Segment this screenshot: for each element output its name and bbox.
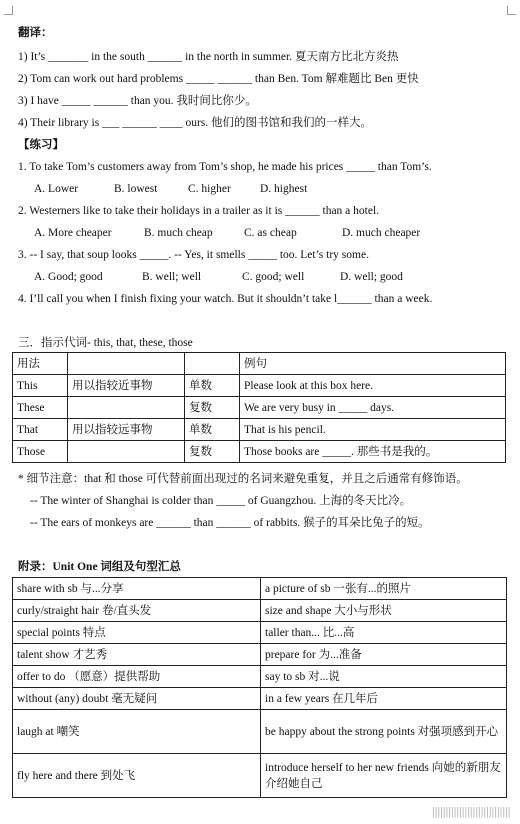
table-cell: That [13, 419, 68, 441]
translation-heading: 翻译： [18, 27, 53, 39]
practice-question-1: 1. To take Tom’s customers away from Tom’s shop, he made his prices _____ than Tom’s. [18, 161, 432, 173]
table-cell: be happy about the strong points 对强项感到开心 [261, 710, 507, 754]
option: C. higher [188, 183, 231, 195]
option: A. Lower [34, 183, 79, 195]
option: B. much cheap [144, 227, 213, 239]
table-row [13, 419, 506, 441]
table-row [13, 441, 506, 463]
table-cell: share with sb 与...分享 [13, 578, 261, 600]
table-cell: 单数 [185, 419, 240, 441]
table-row [13, 397, 506, 419]
table-row [13, 622, 507, 644]
table-cell: talent show 才艺秀 [13, 644, 261, 666]
table-header-row [13, 353, 506, 375]
table-cell: We are very busy in _____ days. [240, 397, 506, 419]
table-cell: That is his pencil. [240, 419, 506, 441]
table-cell: 用以指较近事物 [68, 375, 185, 397]
practice-question-3: 3. -- I say, that soup looks _____. -- Yes, it smells _____ too. Let’s try some. [18, 249, 369, 261]
table-row [13, 600, 507, 622]
practice-heading: 【练习】 [18, 139, 64, 151]
table-cell: Please look at this box here. [240, 375, 506, 397]
table-cell [68, 441, 185, 463]
example-sentence: -- The ears of monkeys are ______ than ______ of rabbits. 猴子的耳朵比兔子的短。 [30, 517, 430, 529]
option: C. as cheap [244, 227, 297, 239]
detail-note: * 细节注意：that 和 those 可代替前面出现过的名词来避免重复，并且之后通常有修饰语。 [18, 473, 468, 485]
table-cell: laugh at 嘲笑 [13, 710, 261, 754]
table-row [13, 578, 507, 600]
table-cell: prepare for 为...准备 [261, 644, 507, 666]
table-cell: say to sb 对...说 [261, 666, 507, 688]
demonstratives-heading: 三．指示代词- this, that, these, those [18, 337, 193, 349]
table-cell: Those [13, 441, 68, 463]
option: C. good; well [242, 271, 305, 283]
translation-item: 3) I have _____ ______ than you. 我时间比你少。 [18, 95, 257, 107]
translation-item: 1) It’s _______ in the south ______ in the north in summer. 夏天南方比北方炎热 [18, 51, 399, 63]
table-cell: offer to do （愿意）提供帮助 [13, 666, 261, 688]
table-header-cell: 例句 [240, 353, 506, 375]
table-cell: curly/straight hair 卷/直头发 [13, 600, 261, 622]
table-cell: Those books are _____. 那些书是我的。 [240, 441, 506, 463]
appendix-heading: 附录：Unit One 词组及句型汇总 [18, 561, 181, 573]
practice-question-4: 4. I’ll call you when I finish fixing your watch. But it shouldn’t take l______ than a week. [18, 293, 433, 305]
table-row [13, 710, 507, 754]
appendix-table [12, 577, 507, 798]
table-cell: taller than... 比...高 [261, 622, 507, 644]
option: A. More cheaper [34, 227, 112, 239]
translation-item: 4) Their library is ___ ______ ____ ours. 他们的图书馆和我们的一样大。 [18, 117, 373, 129]
page-corner-mark-left [4, 6, 13, 15]
option: A. Good; good [34, 271, 103, 283]
example-sentence: -- The winter of Shanghai is colder than _____ of Guangzhou. 上海的冬天比冷。 [30, 495, 412, 507]
table-cell: This [13, 375, 68, 397]
table-row [13, 754, 507, 798]
table-row [13, 688, 507, 710]
table-cell: special points 特点 [13, 622, 261, 644]
table-cell: fly here and there 到处飞 [13, 754, 261, 798]
table-cell: 复数 [185, 441, 240, 463]
table-header-cell [185, 353, 240, 375]
table-cell: without (any) doubt 毫无疑问 [13, 688, 261, 710]
table-row [13, 644, 507, 666]
table-cell: 用以指较远事物 [68, 419, 185, 441]
option: B. well; well [142, 271, 202, 283]
option: B. lowest [114, 183, 158, 195]
watermark: ||||||||||||||||||||||||||||| [431, 805, 510, 818]
table-cell: introduce herself to her new friends 向她的新朋友介绍她自己 [261, 754, 507, 798]
table-cell: 单数 [185, 375, 240, 397]
table-cell [68, 397, 185, 419]
table-header-cell: 用法 [13, 353, 68, 375]
table-cell: These [13, 397, 68, 419]
table-row [13, 375, 506, 397]
option: D. highest [260, 183, 308, 195]
demonstratives-table [12, 352, 506, 463]
option: D. much cheaper [342, 227, 421, 239]
table-row [13, 666, 507, 688]
table-cell: 复数 [185, 397, 240, 419]
option: D. well; good [340, 271, 403, 283]
table-header-cell [68, 353, 185, 375]
table-cell: a picture of sb 一张有...的照片 [261, 578, 507, 600]
translation-item: 2) Tom can work out hard problems _____ ______ than Ben. Tom 解难题比 Ben 更快 [18, 73, 419, 85]
table-cell: size and shape 大小与形状 [261, 600, 507, 622]
table-cell: in a few years 在几年后 [261, 688, 507, 710]
page-corner-mark-right [507, 6, 516, 15]
practice-question-2: 2. Westerners like to take their holidays in a trailer as it is ______ than a hotel. [18, 205, 380, 217]
